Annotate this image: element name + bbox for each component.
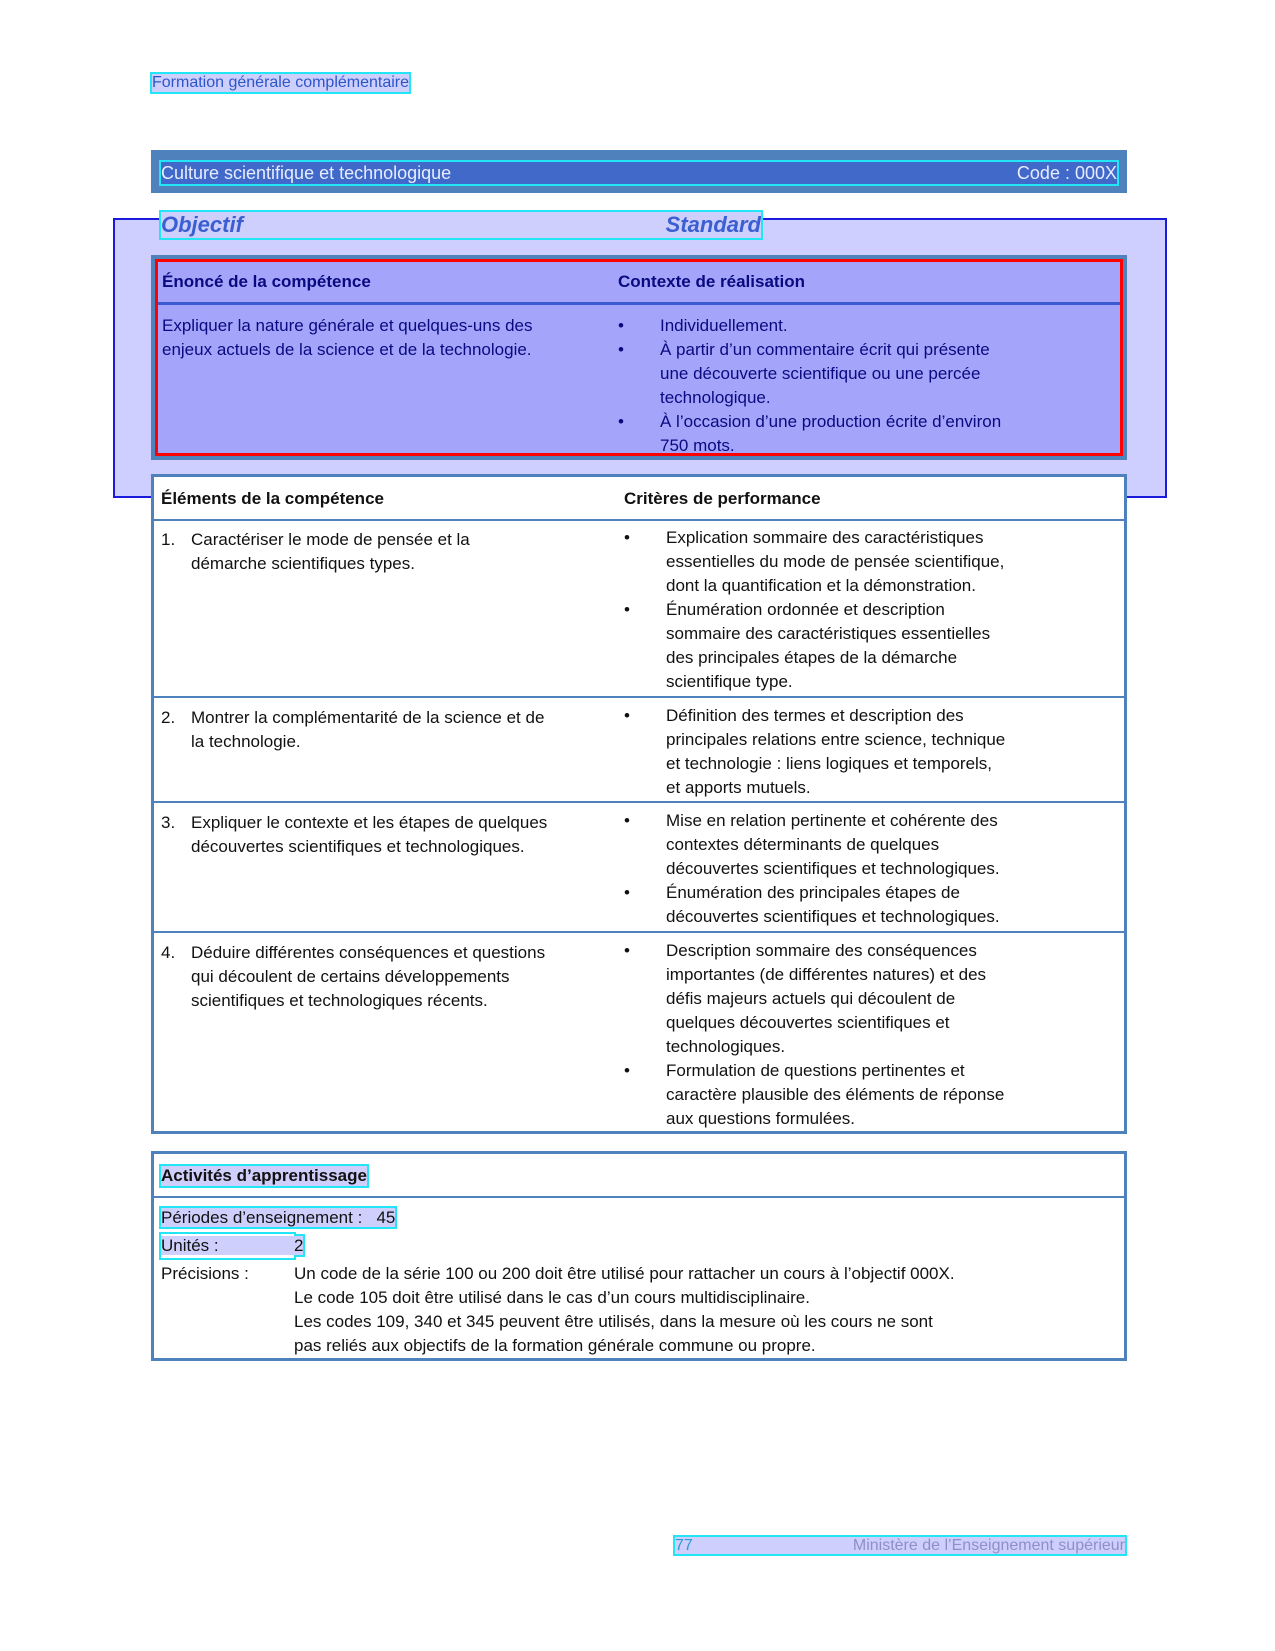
- objective-label: Objectif: [161, 212, 243, 237]
- element-number: 3.: [161, 813, 176, 832]
- context-line: une découverte scientifique ou une percée: [660, 364, 981, 383]
- criterion-line: essentielles du mode de pensée scientifique,: [666, 552, 1005, 571]
- context-list: [618, 314, 1068, 458]
- criterion-line: défis majeurs actuels qui découlent de: [666, 989, 956, 1008]
- criterion-item: [624, 526, 1116, 598]
- periods-value: 45: [376, 1208, 396, 1227]
- activities-header: Activités d’apprentissage: [161, 1166, 367, 1185]
- criterion-line: quelques découvertes scientifiques et: [666, 1013, 950, 1032]
- running-header: Formation générale complémentaire: [152, 74, 410, 91]
- details-line: pas reliés aux objectifs de la formation générale commune ou propre.: [294, 1336, 816, 1355]
- bullet-icon: •: [618, 412, 624, 431]
- competency-table: [151, 255, 1127, 460]
- element-line: qui découlent de certains développements: [191, 967, 510, 986]
- elements-header: Éléments de la compétence: [161, 489, 384, 508]
- criterion-line: Énumération des principales étapes de: [666, 883, 960, 902]
- element-number: 1.: [161, 530, 176, 549]
- table-row: [154, 803, 1124, 933]
- context-line: 750 mots.: [660, 436, 735, 455]
- elements-table-header: [154, 477, 1124, 521]
- element-line: Montrer la complémentarité de la science et de: [191, 708, 545, 727]
- context-line: technologique.: [660, 388, 771, 407]
- bullet-icon: •: [624, 600, 630, 619]
- details-line: Les codes 109, 340 et 345 peuvent être utilisés, dans la mesure où les cours ne sont: [294, 1312, 933, 1331]
- bullet-icon: •: [618, 340, 624, 359]
- criterion-line: technologiques.: [666, 1037, 786, 1056]
- course-title-bar: [151, 150, 1127, 193]
- table-row: [154, 698, 1124, 803]
- criterion-item: [624, 598, 1116, 694]
- details: [294, 1262, 955, 1358]
- criterion-item: [624, 939, 1116, 1059]
- statement-line: enjeux actuels de la science et de la technologie.: [162, 340, 532, 359]
- competency-statement-header: Énoncé de la compétence: [162, 272, 371, 291]
- criterion-line: découvertes scientifiques et technologiques.: [666, 859, 1000, 878]
- criterion-line: Énumération ordonnée et description: [666, 600, 945, 619]
- element-line: la technologie.: [191, 732, 301, 751]
- criterion-line: des principales étapes de la démarche: [666, 648, 958, 667]
- context-line: À partir d’un commentaire écrit qui présente: [660, 340, 990, 359]
- context-item: [618, 314, 1068, 338]
- bullet-icon: •: [624, 706, 630, 725]
- table-row: [154, 520, 1124, 698]
- elements-table: [151, 474, 1127, 1134]
- page-number: 77: [675, 1537, 693, 1554]
- element-line: scientifiques et technologiques récents.: [191, 991, 488, 1010]
- criteria-cell: [624, 526, 1116, 694]
- activities-table: [151, 1151, 1127, 1361]
- section-labels: [161, 212, 761, 238]
- bullet-icon: •: [624, 811, 630, 830]
- element-line: Expliquer le contexte et les étapes de quelques: [191, 813, 548, 832]
- units-label: Unités :: [161, 1236, 219, 1255]
- element-line: découvertes scientifiques et technologiques.: [191, 837, 525, 856]
- criterion-line: sommaire des caractéristiques essentielles: [666, 624, 991, 643]
- criterion-line: caractère plausible des éléments de réponse: [666, 1085, 1005, 1104]
- element-line: Déduire différentes conséquences et questions: [191, 943, 546, 962]
- statement-line: Expliquer la nature générale et quelques-uns des: [162, 316, 533, 335]
- criterion-line: Explication sommaire des caractéristiques: [666, 528, 984, 547]
- element-cell: [161, 941, 621, 1013]
- bullet-icon: •: [618, 316, 624, 335]
- criterion-line: Mise en relation pertinente et cohérente des: [666, 811, 998, 830]
- element-line: démarche scientifiques types.: [191, 554, 415, 573]
- criterion-line: principales relations entre science, technique: [666, 730, 1006, 749]
- details-line: Le code 105 doit être utilisé dans le cas d’un cours multidisciplinaire.: [294, 1288, 810, 1307]
- criteria-cell: [624, 809, 1116, 929]
- criterion-line: importantes (de différentes natures) et des: [666, 965, 987, 984]
- context-item: [618, 410, 1068, 458]
- standard-label: Standard: [665, 212, 761, 237]
- element-cell: [161, 811, 621, 859]
- criterion-line: Formulation de questions pertinentes et: [666, 1061, 965, 1080]
- element-cell: [161, 528, 621, 576]
- details-line: Un code de la série 100 ou 200 doit être utilisé pour rattacher un cours à l’objectif 000X.: [294, 1264, 955, 1283]
- element-cell: [161, 706, 621, 754]
- criterion-line: et apports mutuels.: [666, 778, 811, 797]
- criterion-line: Définition des termes et description des: [666, 706, 964, 725]
- context-line: Individuellement.: [660, 316, 788, 335]
- activities-header-row: [154, 1154, 1124, 1198]
- context-header: Contexte de réalisation: [618, 272, 806, 291]
- element-line: Caractériser le mode de pensée et la: [191, 530, 470, 549]
- course-title: Culture scientifique et technologique: [161, 162, 452, 183]
- element-number: 2.: [161, 708, 176, 727]
- bullet-icon: •: [624, 528, 630, 547]
- bullet-icon: •: [624, 1061, 630, 1080]
- criteria-cell: [624, 939, 1116, 1131]
- competency-statement: [162, 314, 602, 362]
- context-item: [618, 338, 1068, 410]
- criterion-line: et technologie : liens logiques et temporels,: [666, 754, 993, 773]
- periods-label: Périodes d’enseignement :: [161, 1208, 363, 1227]
- criterion-line: scientifique type.: [666, 672, 793, 691]
- criterion-item: [624, 881, 1116, 929]
- criterion-item: [624, 704, 1116, 800]
- table-row: [154, 933, 1124, 1131]
- context-line: À l’occasion d’une production écrite d’environ: [660, 412, 1002, 431]
- element-number: 4.: [161, 943, 176, 962]
- units-value: 2: [294, 1236, 304, 1255]
- course-code: Code : 000X: [1016, 162, 1117, 183]
- criterion-line: aux questions formulées.: [666, 1109, 855, 1128]
- criteria-cell: [624, 704, 1116, 800]
- criterion-line: découvertes scientifiques et technologiques.: [666, 907, 1000, 926]
- bullet-icon: •: [624, 883, 630, 902]
- criteria-header: Critères de performance: [624, 489, 821, 508]
- criterion-line: contextes déterminants de quelques: [666, 835, 940, 854]
- ministry-name: Ministère de l’Enseignement supérieur: [852, 1537, 1125, 1554]
- criterion-item: [624, 809, 1116, 881]
- criterion-line: Description sommaire des conséquences: [666, 941, 977, 960]
- criterion-item: [624, 1059, 1116, 1131]
- criterion-line: dont la quantification et la démonstration.: [666, 576, 976, 595]
- details-label: Précisions :: [161, 1264, 249, 1283]
- page-footer: [675, 1537, 1125, 1554]
- bullet-icon: •: [624, 941, 630, 960]
